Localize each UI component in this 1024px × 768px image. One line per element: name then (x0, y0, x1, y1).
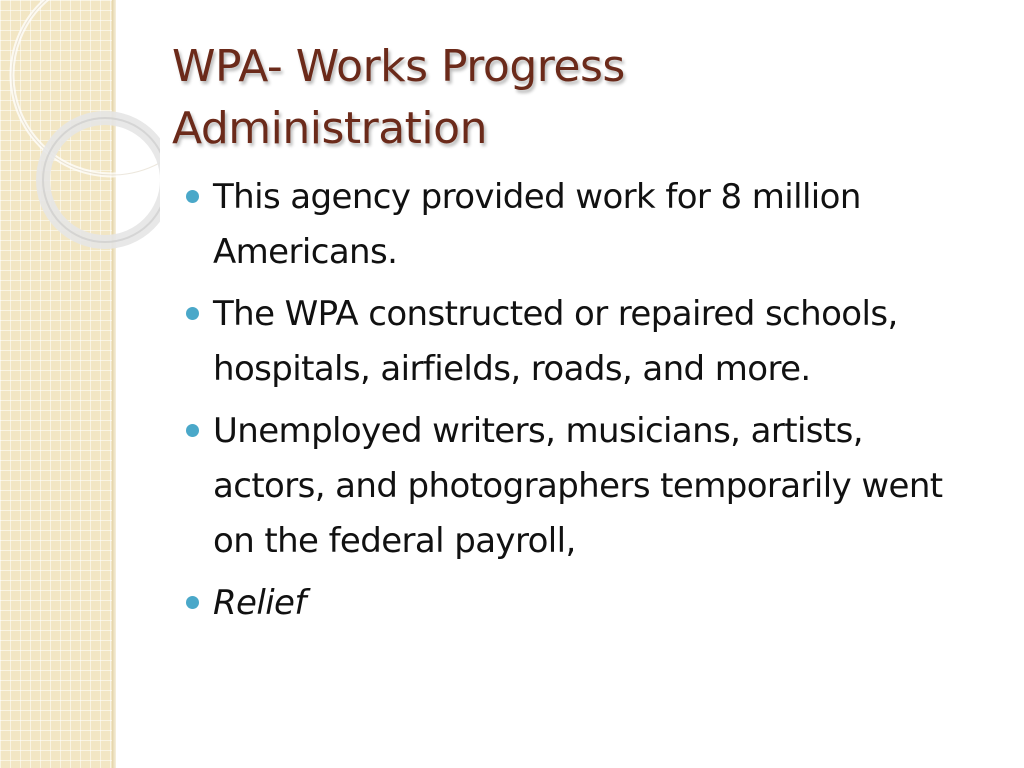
slide-title-line-1: WPA- Works Progress (172, 41, 625, 92)
bullet-dot-icon (186, 190, 199, 203)
slide-title (172, 36, 972, 160)
slide-title-line-2: Administration (172, 103, 487, 154)
decorative-rings-icon (0, 0, 160, 260)
bullet-dot-icon (186, 307, 199, 320)
bullet-text: Unemployed writers, musicians, artists, actors, and photographers temporarily went on the federal payroll, (213, 411, 943, 561)
bullet-item (186, 287, 976, 397)
bullet-item (186, 576, 976, 631)
bullet-dot-icon (186, 596, 199, 609)
bullet-item (186, 404, 976, 569)
bullet-list (186, 170, 976, 638)
bullet-text: This agency provided work for 8 million Americans. (213, 177, 861, 272)
bullet-item (186, 170, 976, 280)
bullet-text: The WPA constructed or repaired schools, hospitals, airfields, roads, and more. (213, 294, 898, 389)
bullet-text: Relief (213, 583, 306, 623)
bullet-dot-icon (186, 424, 199, 437)
